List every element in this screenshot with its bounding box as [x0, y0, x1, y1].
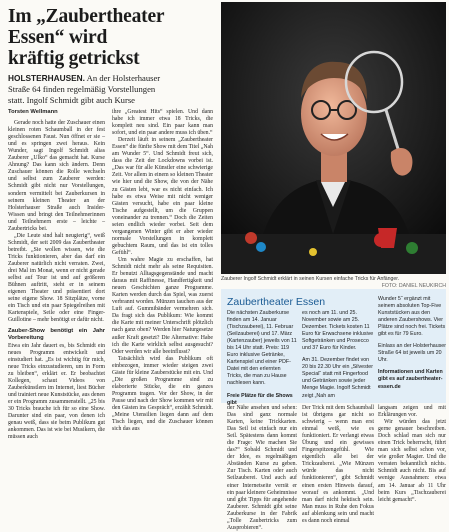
info-box-column-1 — [227, 310, 297, 412]
paragraph: langsam zeigen und mit Erklärungen vor. — [378, 405, 446, 419]
author-byline: Torsten Wellmann — [8, 109, 58, 115]
paragraph: Gerade noch hatte der Zuschauer einen kleinen roten Schaumball in der fest geschlossenen Faust. Nun öffnet er sie – und es springen zwei heraus. Kein Wunder, sagt Ingolf Schmidt alias Zauberer „Ulko“ das gemacht hat. Kurse Ahnung? Das kann sich ändern. Denn Zuschauer können die Rolle wechseln und selbst zum Zauberer werden: Schmidt gibt nicht nur Vorstellungen, sondern vermittelt bei Zauberkursen in seinem kleinen Theater an der Holsterhauser Straße auch Insider-Wissen und bringt den Teilnehmerinnen und Teilnehmern erste – leichte – Zaubertricks bei. — [8, 120, 105, 232]
caption-text: Zauberer Ingolf Schmidt erklärt in seinen Kursen einfache Tricks für Anfänger. — [221, 276, 400, 282]
article-column-2 — [112, 109, 213, 433]
paragraph: der Nähe ansehen und sehen: Das sind ganz normale Karten, keine Trickkarten. Das Seil ist einfach nur ein Seil. Spätestens dann kommt die Frage: Wie machen Sie das?“ Sobald Schmidt und der Idee, es regelmäßigen Abständen Kurse zu geben. Zur Tisch. Karten oder auch Seilzauberei. Und auch auf einer Internetseite verrät er ein paar kleinere Geheimnisse und gibt Tipps für angehende Zauberer. Schmidt gibt seine Zauberkurse in der Fabrik „Tolle Zaubertricks zum Ausprobieren“. — [227, 405, 298, 531]
paragraph: Derzeit läuft in seinem „Zaubertheater Essen“ die fünfte Show mit dem Titel „Nah am Wunder 5“. Und Schmidt freut sich, dass die Zeit der Lockdowns vorbei ist. „Das war für alle Künstler eine schwierige Zeit. Vor allem in einem so kleinen Theater wie hier und die Show, die von der Nähe zu Gästen lebt, war es nicht einfach. Ich habe es etwa Weise mit nicht weniger Gästen versucht, habe ein paar kleine Tische aufgestellt, um die Gruppen voneinander zu trennen.“ Doch die Zeiten seien endlich wieder vorbei. Seit dem vergangenen Winter gibt er aber wieder normale Vorstellungen in komplett gebuchtem Raum, und das ist ein tolles Gefühl“. — [112, 137, 213, 256]
headline-line-3: kräftig getrickst — [8, 48, 140, 69]
article-column-5 — [378, 405, 446, 504]
article-column-4 — [302, 405, 374, 525]
info-box-paragraph: Die nächsten Zauberkurse finden am 14. Januar (Tischzauberei), 11. Februar (Seilzauberei) und 17. März (Kartenzauber) jeweils von 11 bis 14 Uhr statt. Preis: 119 Euro inklusive Getränke, Kartenspiel und einer PDF-Datei mit den erlernten Tricks, die man zu Hause nachlesen kann. — [227, 310, 297, 387]
paragraph: Etwa ein Jahr dauert es, bis Schmidt ein neues Programm entwickelt und einstudiert hat. „Es ist wichtig für mich, neue Tricks einzustudieren, um in Form zu bleiben“, erklärt er. Er beobachtet Kollegen, schaut Videos von Zauberkünstlern im Internet, liest Bücher und trainiert neue Kunststücke, aus denen er ein Programm zusammenstellt. „25 bis 30 Tricks brauche ich für so eine Show. Darunter sind ein paar, von denen ich genau weiß, dass sie beim Publikum gut ankommen. Das ist wie bei Musikern, die müssen auch — [8, 342, 105, 441]
headline — [8, 6, 208, 69]
photo-caption — [221, 276, 446, 290]
paragraph: „Die Leute sind halt neugierig“, weiß Schmidt, der seit 2009 das Zaubertheater betreibt. „Sie wollen wissen, wie die Tricks funktionieren, aber das darf ein Zauberer natürlich nicht verraten. Zwei, drei Mal im Monat, wenn er nicht gerade selbst auf Tour ist und auf größeren Bühnen auftritt, steht er in seinem eigenen Theater und präsentiert dort seine eigene Show. 18 Sitzplätze, vorne ein Tisch und ein paar Spiegelreihen mit Kartenspiele, Seile oder eine Finger-Guillotine – mehr benötigt er dafür nicht. — [8, 232, 105, 324]
photo-credit: FOTO: DANIEL NEUKIRCH — [381, 283, 446, 289]
paragraph: Der Trick mit dem Schaumball ist übrigens gar nicht so schwierig – wenn man erst einmal weiß, wie es funktioniert. Er verlangt etwas Übung und ein gewisses Fingerspitzengefühl. Wie eigentlich alle bei der Trickzauberei. „Wie Münzen würde das nicht funktionieren“, gibt Schmidt einen ersten Hinweis darauf, worauf es ankommt. „Und man darf nicht hektisch sein. Man muss in Ruhe den Fokus auf ablenkung sein und macht es dann noch einmal — [302, 405, 374, 524]
article-photo — [221, 2, 446, 274]
info-box-paragraph: Wunder 5“ ergänzt mit seinem absoluten Top-Five Kunststücken aus den anderen Zaubershows. Vier Plätze sind noch frei. Tickets gibt es für 79 Euro. — [378, 296, 446, 338]
article-column-1 — [8, 109, 105, 441]
paragraph: Wir würden das jetzt gerne genauer beschreiben. Doch schlad man sich nur einen Trick beherrscht, führt man sich selbst schon vor, wie großer Magier. Und die verraten bekanntlich nichts. Schmidt auch nicht. Bis auf wenige Ausnahmen: etwa am 14. Januar ab 11 Uhr beim Kurs „Tischzauberei leicht gemacht“. — [378, 419, 446, 503]
lead-line-3: statt. Ingolf Schmidt gibt auch Kurse — [8, 95, 135, 105]
info-box-paragraph: Einlass an der Holsterhauser Straße 64 ist jeweils um 20 Uhr. — [378, 343, 447, 364]
paragraph: Tatsächlich wird das Publikum oft einbezogen, immer wieder steigen zwei Gäste für kleine Zauberstücke mit ein. Und „Die großen Programme sind zu elaborierte Stücke, die ein ganzes Programm tragen. Vor der Show, in der Pause und nach der Show kommen wir mit den Gästen ins Gespräch“, erzählt Schmidt. „Meine Utensilien liegen dann auf dem Tisch liegen, und die Zuschauer können sich das aus — [112, 355, 213, 433]
article-column-3 — [227, 405, 297, 532]
magician-photo — [221, 2, 446, 274]
lead-line-1: An der Holsterhauser — [86, 73, 161, 83]
info-box-column-2 — [302, 310, 374, 405]
headline-line-2: Essen“ wird — [8, 27, 108, 48]
headline-line-1: Im „Zaubertheater — [8, 6, 165, 27]
info-box-paragraph: Freie Plätze für die Shows gibt — [227, 392, 293, 406]
website-note: Informationen und Karten gibt es auf zaubertheater-essen.de — [378, 369, 443, 390]
paragraph: ihre „Greatest Hits“ spielen. Und dann habe ich immer etwa 18 Tricks, die komplett neu sind. Ein paar kann man sofort, und ein paar andere muss ich üben.“ — [112, 109, 213, 137]
paragraph: Um wahre Magie zu erschaffen, hat Schmidt nicht mehr als seine Requisiten. Er benutzt Alltagsgegenstände und macht daraus mit Raffinesse, Handfertigkeit und neuen Geschichten ganze Programme. Karten werden durch das Spiel, was zuerst verbrannt worden. Münzen tauchen aus der Luft auf. Gummibänder vermehren sich. Da fragt sich das Publikum: Wie kommt die Karte mit meiner Unterschrift plötzlich nach ganz oben? Werden hier Naturgesetze außer Kraft gesetzt? Die Alternative: Habe ich die Karte wirklich selbst ausgesucht? Oder werden wir alle beeinflusst? — [112, 256, 213, 355]
dateline: HOLSTERHAUSEN. — [8, 73, 85, 83]
lead-paragraph — [8, 73, 208, 106]
info-box-title: Zaubertheater Essen — [227, 296, 326, 308]
lead-line-2: Straße 64 finden regelmäßig Vorstellungen — [8, 84, 156, 94]
info-box-paragraph: Am 31. Dezember findet von 20 bis 22.30 Uhr ein „Silvester Special“ statt mit Fingerfood und Getränken sowie jeder Menge Magie. Ingolf Schmidt zeigt „Nah am — [302, 357, 373, 399]
info-box-paragraph: es noch am 11. und 25. November sowie am 25. Dezember. Tickets kosten 11 Euro für Erwachsene inklusive Softgetränken und Prosecco und 37 Euro für Kinder. — [302, 310, 374, 352]
subheading: Zauber-Show benötigt ein Jahr Vorbereitung — [8, 328, 105, 342]
info-box-column-3 — [378, 296, 446, 396]
